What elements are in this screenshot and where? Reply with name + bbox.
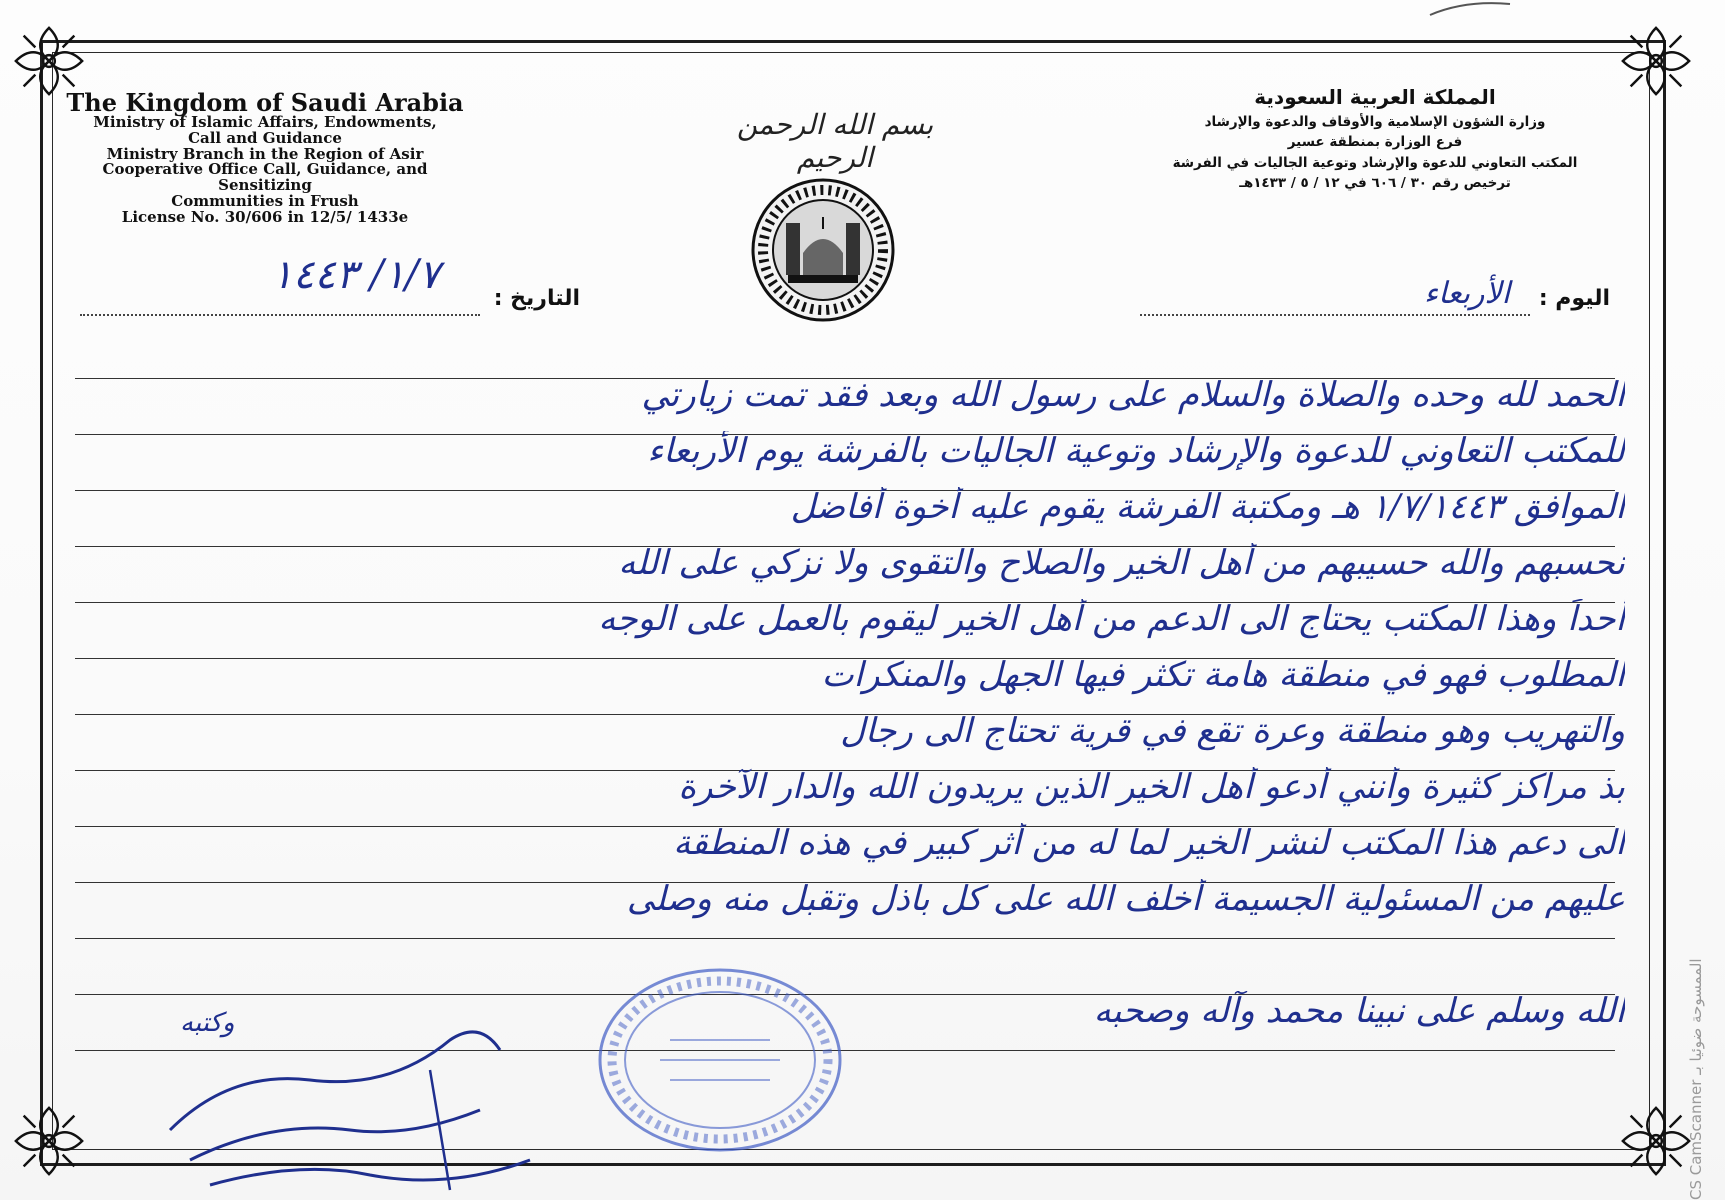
office-emblem-icon: [748, 175, 898, 325]
letterhead-title-ar: المملكة العربية السعودية: [1254, 85, 1496, 109]
ruled-line: [75, 938, 1615, 939]
letterhead-line-en: Cooperative Office Call, Guidance, and Sensitizing: [102, 160, 428, 195]
body-line: الى دعم هذا المكتب لنشر الخير لما له من أثر كبير في هذه المنطقة: [673, 823, 1625, 863]
page-edge-mark: [1425, 0, 1515, 18]
letterhead-line-ar: فرع الوزارة بمنطقة عسير: [1287, 134, 1463, 151]
scanner-watermark-text: CS CamScanner الممسوحة ضوئيا بـ: [1687, 958, 1705, 1200]
date-value-handwritten: ١/٧/ ١٤٤٣: [271, 252, 440, 298]
body-line: بذ مراكز كثيرة وأنني أدعو أهل الخير الذين يريدون الله والدار الآخرة: [678, 767, 1625, 807]
body-line: والتهريب وهو منطقة وعرة تقع في قرية تحتاج الى رجال: [840, 711, 1625, 751]
scanner-watermark: [1683, 840, 1721, 1200]
english-letterhead: [55, 90, 475, 225]
basmala-calligraphy: بسم الله الرحمن الرحيم: [736, 108, 934, 174]
letterhead-line-en: Call and Guidance: [188, 128, 342, 147]
day-label: اليوم :: [1538, 286, 1610, 311]
corner-ornament-icon: [10, 1102, 88, 1180]
corner-ornament-icon: [1617, 22, 1695, 100]
letterhead-line-ar: ترخيص رقم ٣٠ / ٦٠٦ في ١٢ / ٥ / ١٤٣٣هـ: [1239, 174, 1511, 191]
official-stamp-icon: [590, 960, 850, 1160]
letterhead-title-en: The Kingdom of Saudi Arabia: [66, 88, 464, 117]
body-line: عليهم من المسئولية الجسيمة أخلف الله على كل باذل وتقبل منه وصلى: [626, 879, 1625, 919]
letterhead-line-en: License No. 30/606 in 12/5/ 1433e: [121, 207, 409, 226]
letterhead-line-ar: المكتب التعاوني للدعوة والإرشاد وتوعية الجاليات في الفرشة: [1172, 154, 1578, 171]
date-field: [80, 252, 580, 322]
signature: [150, 1010, 570, 1200]
arabic-letterhead: [1135, 82, 1615, 193]
body-line: الله وسلم على نبينا محمد وآله وصحبه: [1093, 991, 1625, 1031]
body-line: الحمد لله وحده والصلاة والسلام على رسول الله وبعد فقد تمت زيارتي: [641, 375, 1625, 415]
body-line: نحسبهم والله حسيبهم من أهل الخير والصلاح والتقوى ولا نزكي على الله: [618, 543, 1625, 583]
date-label: التاريخ :: [493, 286, 580, 311]
letterhead-line-en: Ministry Branch in the Region of Asir: [106, 144, 424, 163]
body-line: للمكتب التعاوني للدعوة والإرشاد وتوعية الجاليات بالفرشة يوم الأربعاء: [647, 431, 1625, 471]
body-line: المطلوب فهو في منطقة هامة تكثر فيها الجهل والمنكرات: [821, 655, 1625, 695]
body-line: أحداً وهذا المكتب يحتاج الى الدعم من أهل الخير ليقوم بالعمل على الوجه: [598, 599, 1625, 639]
day-value-handwritten: الأربعاء: [1423, 276, 1510, 311]
body-line: الموافق ١/٧/١٤٤٣ هـ ومكتبة الفرشة يقوم عليه أخوة أفاضل: [790, 487, 1625, 527]
signature-caption: وكتبه: [180, 1008, 235, 1038]
day-field: [1140, 276, 1610, 322]
letterhead-line-ar: وزارة الشؤون الإسلامية والأوقاف والدعوة والإرشاد: [1204, 114, 1546, 130]
letterhead-line-en: Ministry of Islamic Affairs, Endowments,: [93, 113, 437, 132]
letterhead-line-en: Communities in Frush: [171, 191, 359, 210]
